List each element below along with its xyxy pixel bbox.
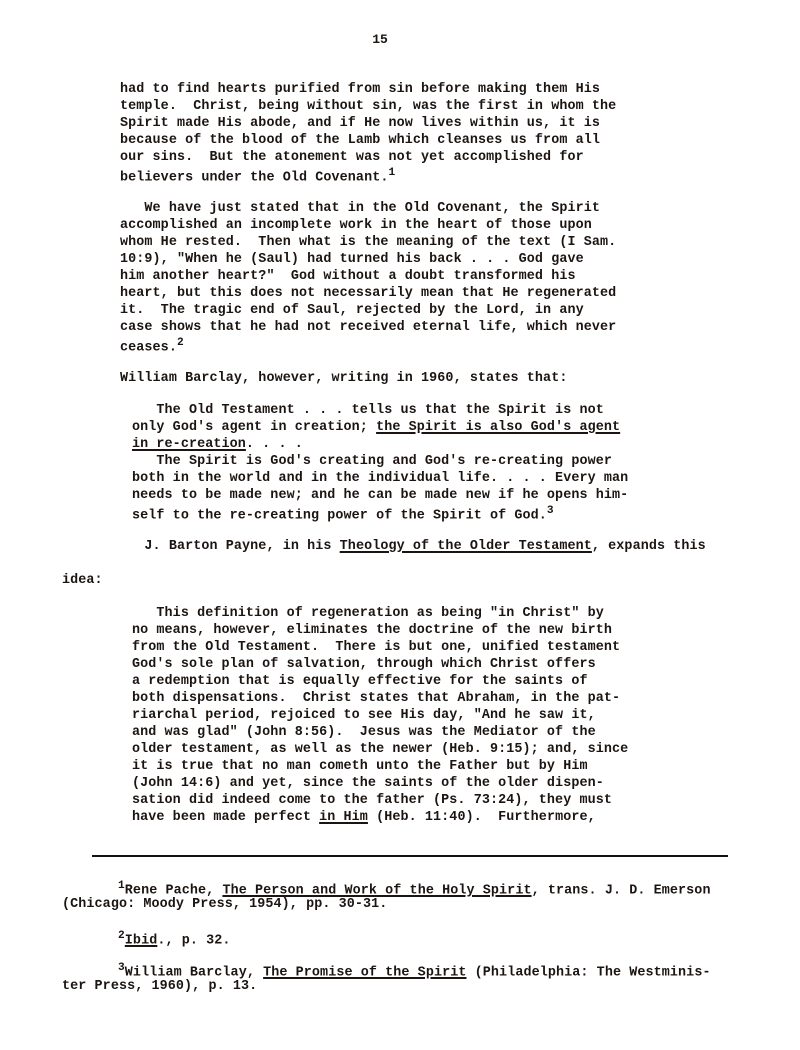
quote-2-line: God's sole plan of salvation, through which Christ offers xyxy=(132,657,596,672)
quote-1-line xyxy=(132,420,620,435)
quote-1-underlined: in re-creation xyxy=(132,437,246,452)
quote-2-line xyxy=(132,810,596,825)
quote-2-line: both dispensations. Christ states that Abraham, in the pat- xyxy=(132,691,621,706)
quote-2-line: it is true that no man cometh unto the Father but by Him xyxy=(132,759,588,774)
footnote-ref-2: 2 xyxy=(176,337,184,349)
paragraph-2-line: accomplished an incomplete work in the heart of those upon xyxy=(120,218,592,233)
payne-text: J. Barton Payne, in his xyxy=(120,539,340,554)
footnote-1 xyxy=(118,880,711,898)
paragraph-2-line: heart, but this does not necessarily mean that He regenerated xyxy=(120,286,617,301)
paragraph-2-line: We have just stated that in the Old Covenant, the Spirit xyxy=(120,201,601,216)
payne-text: , expands this xyxy=(591,539,706,554)
page-number: 15 xyxy=(372,32,388,47)
footnote-3-line-2: ter Press, 1960), p. 13. xyxy=(62,979,258,994)
quote-1-line: The Old Testament . . . tells us that the Spirit is not xyxy=(132,403,604,418)
paragraph-2-line: whom He rested. Then what is the meaning of the text (I Sam. xyxy=(120,235,617,250)
paragraph-2-line xyxy=(120,337,184,355)
quote-2-text: (Heb. 11:40). Furthermore, xyxy=(367,810,596,825)
footnote-2-ibid: Ibid xyxy=(124,933,158,949)
quote-1-line: both in the world and in the individual life. . . . Every man xyxy=(132,471,629,486)
footnote-3 xyxy=(118,962,711,980)
paragraph-2-line: it. The tragic end of Saul, rejected by the Lord, in any xyxy=(120,303,584,318)
footnote-ref-1: 1 xyxy=(388,167,396,179)
paragraph-2-line: 10:9), "When he (Saul) had turned his back . . . God gave xyxy=(120,252,584,267)
footnote-1-line-2: (Chicago: Moody Press, 1954), pp. 30-31. xyxy=(62,897,388,912)
footnote-3-text: (Philadelphia: The Westminis- xyxy=(466,965,711,981)
quote-1-line: The Spirit is God's creating and God's re-creating power xyxy=(132,454,613,469)
footnote-3-title: The Promise of the Spirit xyxy=(263,965,467,981)
barclay-intro: William Barclay, however, writing in 1960, states that: xyxy=(120,371,568,386)
paragraph-1-line: Spirit made His abode, and if He now lives within us, it is xyxy=(120,116,601,131)
quote-2-line: This definition of regeneration as being "in Christ" by xyxy=(132,606,604,621)
footnote-3-number: 3 xyxy=(118,962,125,974)
quote-2-line: (John 14:6) and yet, since the saints of the older dispen- xyxy=(132,776,604,791)
footnote-3-text: William Barclay, xyxy=(124,965,264,981)
footnote-ref-3: 3 xyxy=(546,505,554,517)
quote-2-line: riarchal period, rejoiced to see His day, "And he saw it, xyxy=(132,708,596,723)
footnote-divider xyxy=(92,855,728,857)
footnote-1-text: , trans. J. D. Emerson xyxy=(531,883,711,899)
paragraph-2-line: him another heart?" God without a doubt transformed his xyxy=(120,269,576,284)
quote-2-line: no means, however, eliminates the doctrine of the new birth xyxy=(132,623,613,638)
quote-1-line xyxy=(132,505,554,523)
quote-1-line: needs to be made new; and he can be made new if he opens him- xyxy=(132,488,629,503)
quote-2-line: sation did indeed come to the father (Ps. 73:24), they must xyxy=(132,793,613,808)
paragraph-1-line: our sins. But the atonement was not yet accomplished for xyxy=(120,150,584,165)
payne-book-title: Theology of the Older Testament xyxy=(339,539,592,554)
paragraph-1-last-text: believers under the Old Covenant. xyxy=(120,170,389,186)
footnote-1-number: 1 xyxy=(118,880,125,892)
paragraph-1-line: because of the blood of the Lamb which cleanses us from all xyxy=(120,133,601,148)
quote-2-underlined: in Him xyxy=(319,810,368,825)
footnote-2 xyxy=(118,930,231,948)
quote-1-text: . . . . xyxy=(245,437,303,452)
footnote-2-number: 2 xyxy=(118,930,125,942)
paragraph-2-last-text: ceases. xyxy=(120,340,177,356)
quote-2-text: have been made perfect xyxy=(132,810,320,825)
quote-1-text: self to the re-creating power of the Spirit of God. xyxy=(132,508,547,524)
paragraph-1-line: temple. Christ, being without sin, was the first in whom the xyxy=(120,99,617,114)
footnote-1-title: The Person and Work of the Holy Spirit xyxy=(222,883,532,899)
quote-2-line: a redemption that is equally effective for the saints of xyxy=(132,674,588,689)
paragraph-1-line xyxy=(120,167,395,185)
quote-2-line: from the Old Testament. There is but one, unified testament xyxy=(132,640,621,655)
paragraph-1-line: had to find hearts purified from sin before making them His xyxy=(120,82,601,97)
quote-1-underlined: the Spirit is also God's agent xyxy=(376,420,621,435)
quote-2-line: older testament, as well as the newer (Heb. 9:15); and, since xyxy=(132,742,629,757)
footnote-1-text: Rene Pache, xyxy=(124,883,223,899)
paragraph-2-line: case shows that he had not received eternal life, which never xyxy=(120,320,617,335)
quote-1-line xyxy=(132,437,303,452)
quote-1-text: only God's agent in creation; xyxy=(132,420,377,435)
payne-intro-continued: idea: xyxy=(62,573,103,588)
payne-intro xyxy=(120,539,706,554)
quote-2-line: and was glad" (John 8:56). Jesus was the Mediator of the xyxy=(132,725,596,740)
footnote-2-text: ., p. 32. xyxy=(157,933,231,949)
